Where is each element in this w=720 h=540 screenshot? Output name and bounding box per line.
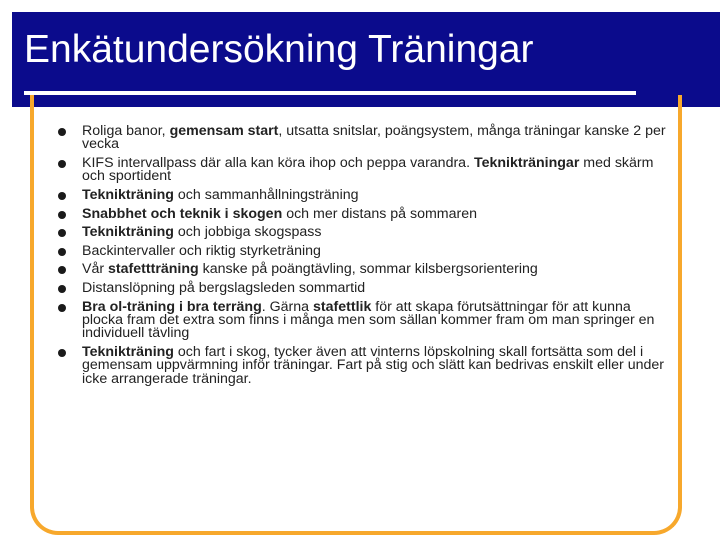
bullet-text: , utsatta snitslar, poängsystem, många träningar kanske 2 per vecka [82,123,666,153]
bullet-dot-icon [58,229,66,237]
bullet-item [55,125,667,152]
bullet-item [55,242,667,259]
bullet-text: och mer distans på sommaren [282,205,478,222]
bullet-dot-icon [58,285,66,293]
slide-title: Enkätundersökning Träningar [24,28,534,71]
bullet-item [55,279,667,296]
bullet-text: Distanslöpning på bergslagsleden sommartid [82,279,366,296]
bullet-dot-icon [58,349,66,357]
bullet-text: Backintervaller och riktig styrketräning [82,242,321,259]
bullet-dot-icon [58,211,66,219]
bullet-item [55,189,667,202]
bullet-item [55,157,667,184]
bullet-text-bold: Teknikträning [82,343,174,360]
bullet-text: KIFS intervallpass där alla kan köra ihop och peppa varandra. [82,155,474,171]
bullet-dot-icon [58,192,66,200]
bullet-dot-icon [58,128,66,136]
bullet-text: . Gärna [261,298,313,315]
bullet-item [55,263,667,276]
bullet-text-bold: Teknikträning [82,187,174,203]
bullet-dot-icon [58,304,66,312]
bullet-text-bold: Bra ol-träning i bra terräng [82,298,262,315]
bullet-text-bold: stafettträning [108,261,199,278]
bullet-item [55,298,667,342]
bullet-text: kanske på poängtävling, sommar kilsbergsorientering [198,261,538,278]
bullet-text: och jobbiga skogspass [173,224,322,241]
bullet-item [55,226,667,239]
bullet-dot-icon [58,248,66,256]
bullet-text-bold: Teknikträning [82,224,174,241]
bullet-item [55,343,667,387]
bullet-text-bold: stafettlik [313,298,372,315]
bullet-text: med skärm och sportident [82,155,654,185]
bullet-text-bold: Teknikträningar [473,155,580,171]
bullet-text: och fart i skog, tycker även att vinterns löpskolning skall fortsätta som del i gemensam uppvärmning inför träningar. Fart på stig och slätt kan bedrivas enskilt eller under icke arrangerade träningar. [82,343,664,387]
bullet-text-bold: gemensam start [169,123,279,139]
bullet-text: Roliga banor, [82,123,170,139]
bullet-text: Vår [82,261,109,278]
bullet-text: för att skapa förutsättningar för att kunna plocka fram det extra som finns i många men som sällan kommer fram om man springer en individuell tävling [82,298,655,342]
bullet-text: och sammanhållningsträning [173,187,359,203]
bullet-dot-icon [58,160,66,168]
bullet-dot-icon [58,266,66,274]
bullet-list [55,125,667,391]
bullet-item [55,205,667,222]
bullet-text-bold: Snabbhet och teknik i skogen [82,205,283,222]
